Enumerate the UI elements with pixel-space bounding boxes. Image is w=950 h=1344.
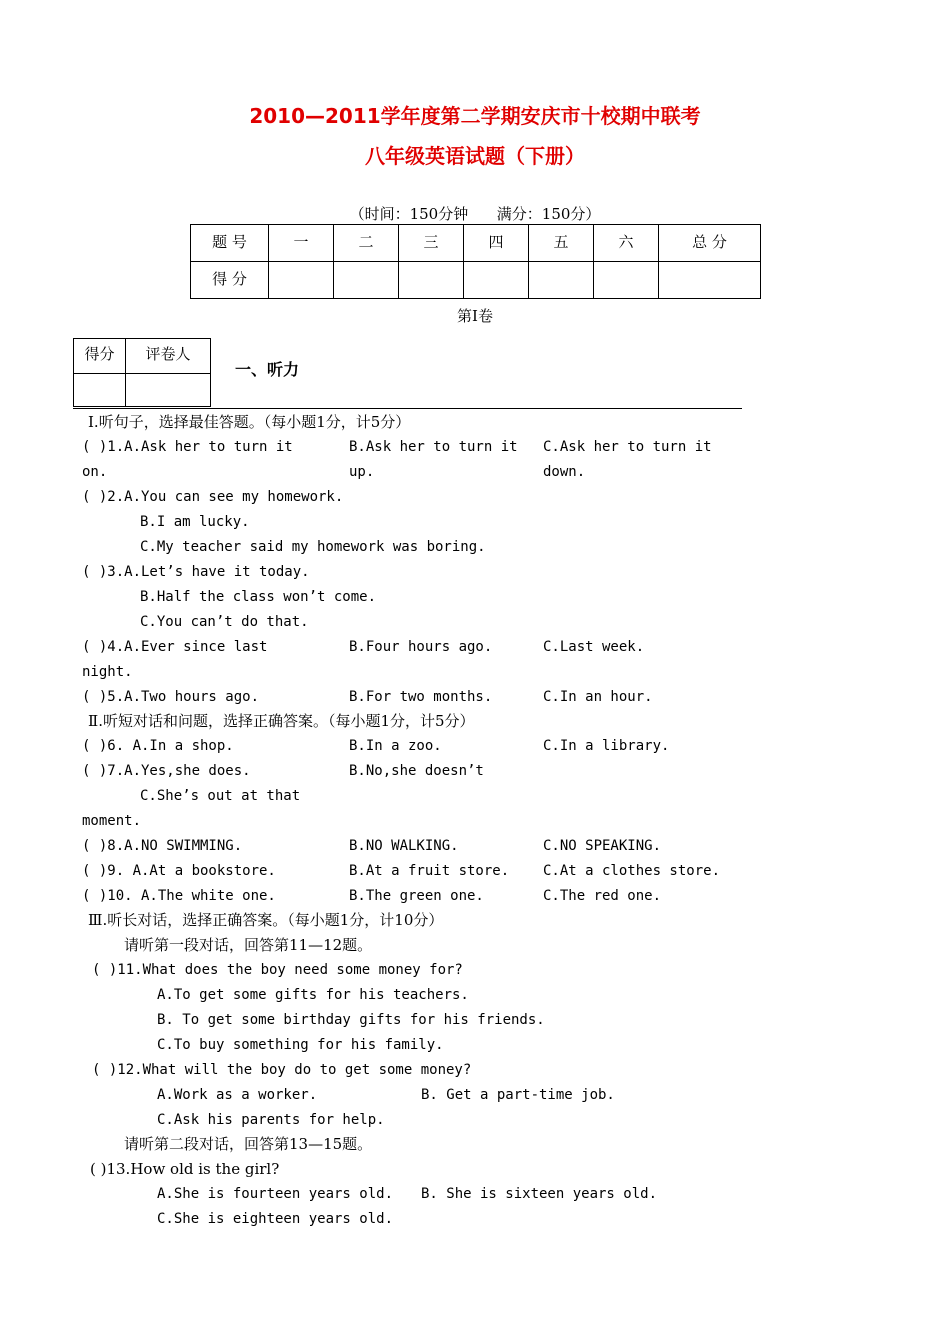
option-a: A.She is fourteen years old. — [157, 1186, 394, 1202]
time-info: （时间：150分钟 满分：150分） — [349, 205, 601, 223]
option-b: B. She is sixteen years old. — [421, 1186, 658, 1202]
question-wrap: night. — [82, 664, 133, 680]
score-cell: 三 — [399, 225, 464, 262]
option-c: C.Ask her to turn it — [543, 439, 712, 455]
option-c: C.You can’t do that. — [140, 614, 309, 630]
option-wrap: down. — [543, 464, 586, 480]
option-b: B.For two months. — [349, 689, 493, 705]
grader-name-cell[interactable] — [126, 374, 211, 407]
instruction: 请听第二段对话，回答第13—15题。 — [124, 1135, 373, 1153]
option-b: B.In a zoo. — [349, 738, 442, 754]
option-c: C.NO SPEAKING. — [543, 838, 662, 854]
option-c: C.My teacher said my homework was boring. — [140, 539, 486, 555]
score-table-score-row — [191, 262, 761, 299]
option-b: B.NO WALKING. — [349, 838, 459, 854]
score-cell: 二 — [334, 225, 399, 262]
grader-score-header: 得分 — [74, 339, 126, 374]
part-heading: Ⅱ.听短对话和问题，选择正确答案。（每小题1分，计5分） — [88, 712, 475, 730]
option-b: B.At a fruit store. — [349, 863, 510, 879]
score-cell: 四 — [464, 225, 529, 262]
option-c: C.Ask his parents for help. — [157, 1112, 385, 1128]
option-c: C.She’s out at that — [140, 788, 301, 804]
volume-label: 第Ⅰ卷 — [457, 307, 493, 325]
option-c: C.She is eighteen years old. — [157, 1211, 394, 1227]
score-cell: 得 分 — [191, 262, 269, 299]
score-cell[interactable] — [334, 262, 399, 299]
question-stem: ( )11.What does the boy need some money for? — [92, 962, 463, 978]
part-heading: Ⅰ.听句子，选择最佳答题。（每小题1分，计5分） — [88, 413, 411, 431]
question-stem: ( )6. A.In a shop. — [82, 738, 234, 754]
option-c: C.In a library. — [543, 738, 670, 754]
grader-table — [73, 338, 211, 407]
question-stem: ( )9. A.At a bookstore. — [82, 863, 276, 879]
question-stem: ( )2.A.You can see my homework. — [82, 489, 344, 505]
score-cell: 题 号 — [191, 225, 269, 262]
option-wrap: up. — [349, 464, 375, 480]
exam-subtitle: 八年级英语试题（下册） — [365, 144, 585, 168]
option-b: B. To get some birthday gifts for his friends. — [157, 1012, 545, 1028]
score-cell[interactable] — [269, 262, 334, 299]
question-stem: ( )7.A.Yes,she does. — [82, 763, 251, 779]
divider — [73, 408, 742, 409]
question-stem: ( )12.What will the boy do to get some money? — [92, 1062, 472, 1078]
score-cell: 总 分 — [659, 225, 761, 262]
score-cell: 六 — [594, 225, 659, 262]
option-b: B. Get a part-time job. — [421, 1087, 615, 1103]
grader-score-cell[interactable] — [74, 374, 126, 407]
option-a: A.Work as a worker. — [157, 1087, 318, 1103]
option-b: B.No,she doesn’t — [349, 763, 484, 779]
instruction: 请听第一段对话，回答第11—12题。 — [124, 936, 373, 954]
question-stem: ( )3.A.Let’s have it today. — [82, 564, 310, 580]
score-cell[interactable] — [529, 262, 594, 299]
score-table-header-row — [191, 225, 761, 262]
option-c: C.Last week. — [543, 639, 645, 655]
grader-name-header: 评卷人 — [126, 339, 211, 374]
score-cell: 五 — [529, 225, 594, 262]
question-stem: ( )1.A.Ask her to turn it — [82, 439, 293, 455]
score-cell: 一 — [269, 225, 334, 262]
score-table — [190, 224, 761, 299]
option-c: C.At a clothes store. — [543, 863, 721, 879]
question-stem: ( )5.A.Two hours ago. — [82, 689, 260, 705]
option-b: B.Ask her to turn it — [349, 439, 518, 455]
option-a: A.To get some gifts for his teachers. — [157, 987, 469, 1003]
option-b: B.I am lucky. — [140, 514, 250, 530]
score-cell[interactable] — [464, 262, 529, 299]
option-c: C.The red one. — [543, 888, 662, 904]
section-title: 一、听力 — [235, 360, 300, 379]
score-cell[interactable] — [659, 262, 761, 299]
option-c: C.To buy something for his family. — [157, 1037, 444, 1053]
question-stem: ( )4.A.Ever since last — [82, 639, 268, 655]
question-stem: ( )13.How old is the girl? — [90, 1160, 280, 1178]
question-stem: ( )10. A.The white one. — [82, 888, 276, 904]
option-b: B.Four hours ago. — [349, 639, 493, 655]
option-b: B.The green one. — [349, 888, 484, 904]
exam-title: 2010—2011学年度第二学期安庆市十校期中联考 — [249, 104, 701, 128]
question-stem: ( )8.A.NO SWIMMING. — [82, 838, 243, 854]
score-cell[interactable] — [594, 262, 659, 299]
option-c: C.In an hour. — [543, 689, 653, 705]
option-wrap: moment. — [82, 813, 142, 829]
question-wrap: on. — [82, 464, 108, 480]
option-b: B.Half the class won’t come. — [140, 589, 377, 605]
part-heading: Ⅲ.听长对话，选择正确答案。（每小题1分，计10分） — [88, 911, 444, 929]
score-cell[interactable] — [399, 262, 464, 299]
